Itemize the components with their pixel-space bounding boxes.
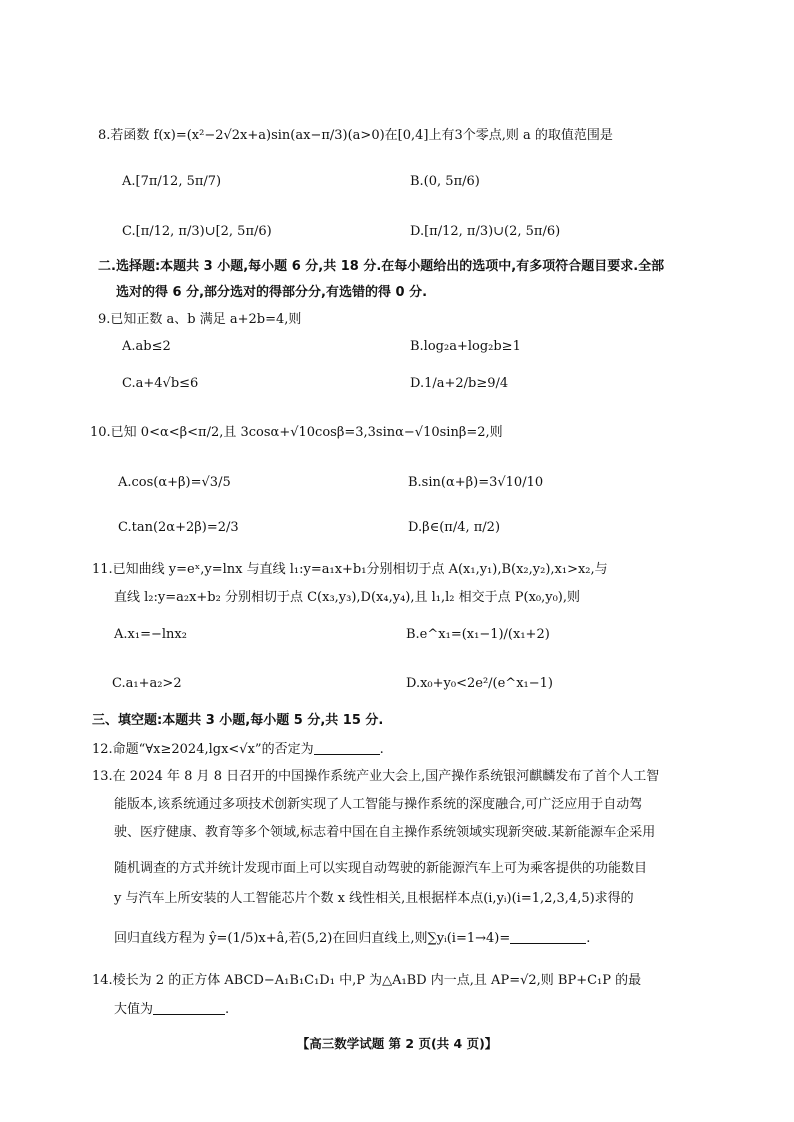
- q13-line6-text: 回归直线方程为 ŷ=(1/5)x+â,若(5,2)在回归直线上,则∑yᵢ(i=1→4)=: [114, 931, 511, 946]
- q8-option-b: B.(0, 5π/6): [410, 174, 480, 189]
- q9-stem: 9.已知正数 a、b 满足 a+2b=4,则: [98, 312, 302, 327]
- q12-text: 12.命题“∀x≥2024,lgx<√x”的否定为: [92, 742, 314, 757]
- section2-heading-line2: 选对的得 6 分,部分选对的得部分分,有选错的得 0 分.: [116, 285, 428, 300]
- q8-stem: 8.若函数 f(x)=(x²−2√2x+a)sin(ax−π/3)(a>0)在[0,4]上有3个零点,则 a 的取值范围是: [98, 128, 613, 143]
- q12-period: .: [379, 742, 384, 757]
- q10-option-d: D.β∈(π/4, π/2): [408, 520, 501, 535]
- q9-option-d: D.1/a+2/b≥9/4: [410, 376, 509, 391]
- q13-line1: 13.在 2024 年 8 月 8 日召开的中国操作系统产业大会上,国产操作系统银河麒麟发布了首个人工智: [92, 769, 660, 784]
- q14-line2: [114, 1001, 229, 1018]
- q10-stem: 10.已知 0<α<β<π/2,且 3cosα+√10cosβ=3,3sinα−√10sinβ=2,则: [90, 425, 503, 440]
- q14-answer-blank[interactable]: [153, 1001, 225, 1015]
- q14-line2-text: 大值为: [114, 1002, 154, 1017]
- q13-period: .: [586, 931, 591, 946]
- section2-heading-line1: 二.选择题:本题共 3 小题,每小题 6 分,共 18 分.在每小题给出的选项中,有多项符合题目要求.全部: [98, 259, 665, 274]
- q9-option-b: B.log₂a+log₂b≥1: [410, 339, 521, 354]
- q8-option-c: C.[π/12, π/3)∪[2, 5π/6): [122, 224, 272, 239]
- q8-option-a: A.[7π/12, 5π/7): [122, 174, 222, 189]
- q14-period: .: [225, 1002, 230, 1017]
- q12-stem: [92, 741, 384, 758]
- q13-answer-blank[interactable]: [510, 930, 586, 944]
- q14-line1: 14.棱长为 2 的正方体 ABCD−A₁B₁C₁D₁ 中,P 为△A₁BD 内一点,且 AP=√2,则 BP+C₁P 的最: [92, 973, 642, 988]
- q10-option-c: C.tan(2α+2β)=2/3: [118, 520, 239, 535]
- q13-line6: [114, 930, 590, 947]
- q11-option-c: C.a₁+a₂>2: [112, 676, 182, 691]
- q9-option-a: A.ab≤2: [122, 339, 171, 354]
- q11-option-b: B.e^x₁=(x₁−1)/(x₁+2): [406, 627, 550, 642]
- q13-line3: 驶、医疗健康、教育等多个领域,标志着中国在自主操作系统领域实现新突破.某新能源车企采用: [114, 825, 656, 840]
- q10-option-b: B.sin(α+β)=3√10/10: [408, 475, 544, 490]
- q13-line4: 随机调查的方式并统计发现市面上可以实现自动驾驶的新能源汽车上可为乘客提供的功能数目: [114, 861, 648, 876]
- q12-answer-blank[interactable]: [314, 741, 380, 755]
- q13-line5: y 与汽车上所安装的人工智能芯片个数 x 线性相关,且根据样本点(i,yᵢ)(i=1,2,3,4,5)求得的: [114, 891, 634, 906]
- q8-option-d: D.[π/12, π/3)∪(2, 5π/6): [410, 224, 561, 239]
- q13-line2: 能版本,该系统通过多项技术创新实现了人工智能与操作系统的深度融合,可广泛应用于自动驾: [114, 797, 643, 812]
- q11-stem-line1: 11.已知曲线 y=eˣ,y=lnx 与直线 l₁:y=a₁x+b₁分别相切于点 A(x₁,y₁),B(x₂,y₂),x₁>x₂,与: [92, 562, 608, 577]
- section3-heading: 三、填空题:本题共 3 小题,每小题 5 分,共 15 分.: [92, 713, 384, 728]
- q10-option-a: A.cos(α+β)=√3/5: [118, 475, 231, 490]
- q11-option-d: D.x₀+y₀<2e²/(e^x₁−1): [406, 676, 553, 691]
- q11-option-a: A.x₁=−lnx₂: [114, 627, 187, 642]
- q11-stem-line2: 直线 l₂:y=a₂x+b₂ 分别相切于点 C(x₃,y₃),D(x₄,y₄),且 l₁,l₂ 相交于点 P(x₀,y₀),则: [114, 590, 581, 605]
- q9-option-c: C.a+4√b≤6: [122, 376, 199, 391]
- page-footer: 【高三数学试题 第 2 页(共 4 页)】: [296, 1036, 498, 1051]
